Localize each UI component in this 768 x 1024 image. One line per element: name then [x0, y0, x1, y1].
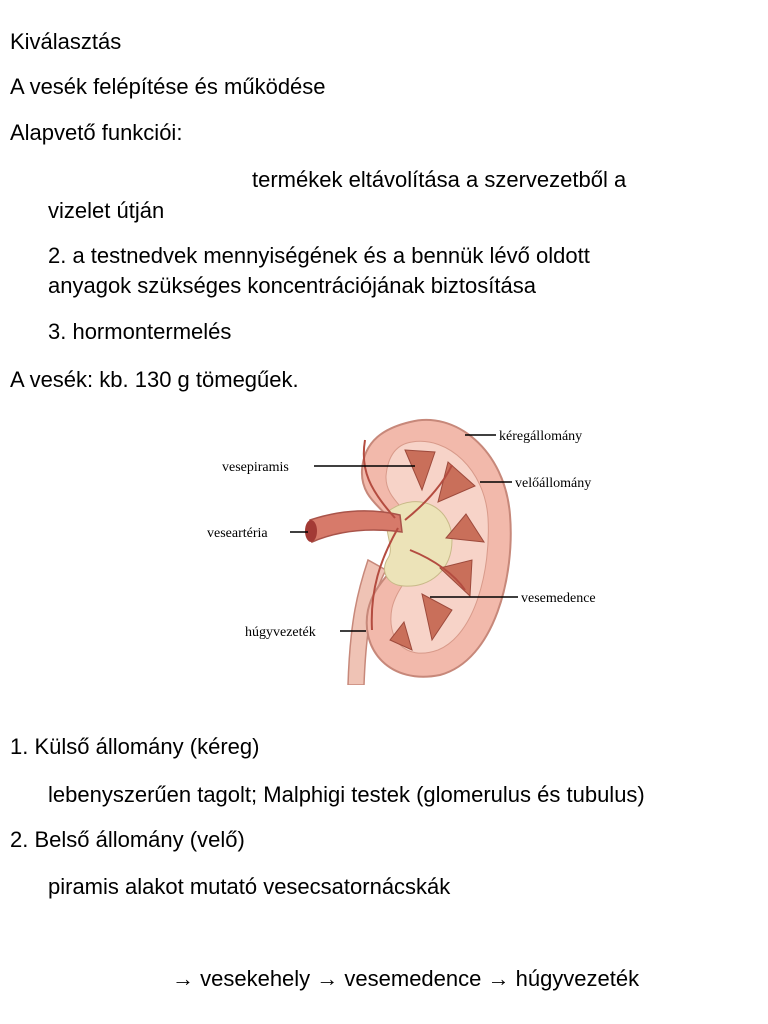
functions-heading: Alapvető funkciói:	[10, 120, 183, 145]
label-vesemedence: vesemedence	[521, 591, 596, 606]
outer-layer-description: lebenyszerűen tagolt; Malphigi testek (glomerulus és tubulus)	[48, 782, 645, 807]
page-subtitle: A vesék felépítése és működése	[10, 74, 326, 99]
kidney-weight: A vesék: kb. 130 g tömegűek.	[10, 367, 299, 392]
kidney-illustration	[190, 410, 650, 685]
function-item-1-line-2: vizelet útján	[48, 198, 165, 223]
kidney-diagram	[190, 410, 650, 685]
outer-layer-heading: 1. Külső állomány (kéreg)	[10, 734, 260, 759]
function-item-1-line-1: termékek eltávolítása a szervezetből a	[252, 167, 627, 192]
function-item-2-line-1: 2. a testnedvek mennyiségének és a bennük lévő oldott	[48, 243, 590, 268]
label-vesearteria: veseartéria	[207, 526, 268, 541]
label-keregallomany: kéregállomány	[499, 429, 583, 444]
page-title: Kiválasztás	[10, 29, 122, 54]
inner-layer-description: piramis alakot mutató vesecsatornácskák	[48, 874, 451, 899]
label-vesepiramis: vesepiramis	[222, 460, 289, 475]
urine-flow-path: → vesekehely → vesemedence → húgyvezeték	[172, 966, 640, 991]
function-item-2-line-2: anyagok szükséges koncentrációjának biztosítása	[48, 273, 536, 298]
label-veloallomany: velőállomány	[515, 476, 592, 491]
label-hugyvezetek: húgyvezeték	[245, 625, 316, 640]
inner-layer-heading: 2. Belső állomány (velő)	[10, 827, 245, 852]
function-item-3: 3. hormontermelés	[48, 319, 232, 344]
renal-artery-opening	[305, 520, 317, 542]
